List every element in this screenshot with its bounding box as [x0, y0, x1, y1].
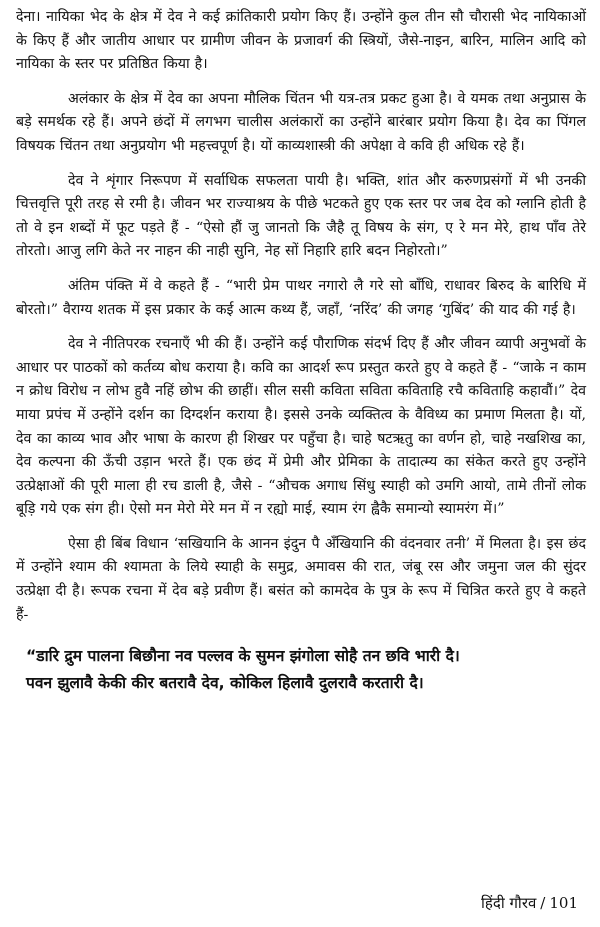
paragraph-4: अंतिम पंक्ति में वे कहते हैं - “भारी प्रेम पाथर नगारो लै गरे सो बाँधि, राधावर बिरुद के बारिधि में बोरतो।” वैराग्य शतक में इस प्रकार के कई आत्म कथ्य हैं, जहाँ, ‘नरिंद’ की जगह ‘गुबिंद’ की याद की गई है। — [16, 277, 586, 318]
footer-page-number: 101 — [549, 894, 578, 912]
paragraph-3: देव ने शृंगार निरूपण में सर्वाधिक सफलता पायी है। भक्ति, शांत और करुणप्रसंगों में भी उनकी चित्तवृत्ति पूरी तरह से रमी है। जीवन भर राज्याश्रय के पीछे भटकते हुए एक स्तर पर जब देव को ग्लानि होती है तो वे इन शब्दों में फूट पड़ते हैं - “ऐसो हौं जु जानतो कि जैहै तू विषय के संग, ए रे मन मेरे, हाथ पाँव तेरे तोरतो। आजु लगि केते नर नाहन की नाही सुनि, नेह सों निहारि हारि बदन निहोरतो।” — [16, 172, 586, 260]
verse-quote — [26, 643, 586, 697]
verse-line-1: “डारि द्रुम पालना बिछौना नव पल्लव के सुमन झंगोला सोहै तन छवि भारी दै। — [26, 647, 460, 666]
paragraph-1: देना। नायिका भेद के क्षेत्र में देव ने कई क्रांतिकारी प्रयोग किए हैं। उन्होंने कुल तीन सौ चौरासी भेद नायिकाओं के किए हैं और जातीय आधार पर ग्रामीण जीवन के प्रजावर्ग की स्त्रियों, जैसे-नाइन, बारिन, मालिन आदि को नायिका के स्तर पर प्रतिष्ठित किया है। — [16, 9, 586, 73]
paragraph-2: अलंकार के क्षेत्र में देव का अपना मौलिक चिंतन भी यत्र-तत्र प्रकट हुआ है। वे यमक तथा अनुप्रास के बड़े समर्थक रहे हैं। अपने छंदों में लगभग चालीस अलंकारों का उन्होंने बारंबार प्रयोग किया है। देव का पिंगल विषयक चिंतन तथा अनुप्रयोग भी महत्त्वपूर्ण है। यों काव्यशास्त्री की अपेक्षा वे कवि ही अधिक रहे हैं। — [16, 90, 586, 154]
paragraph-5: देव ने नीतिपरक रचनाएँ भी की हैं। उन्होंने कई पौराणिक संदर्भ दिए हैं और जीवन व्यापी अनुभवों के आधार पर पाठकों को कर्तव्य बोध कराया है। कवि का आदर्श रूप प्रस्तुत करते हुए वे कहते हैं - “जाके न काम न क्रोध विरोध न लोभ हुवै नहिं छोभ की छाहीं। सील ससी कविता सविता कविताहि रचै कविताहि कहावौं।” देव माया प्रपंच में उन्होंने दर्शन का दिग्दर्शन कराया है। इससे उनके व्यक्तित्व के वैविध्य का प्रमाण मिलता है। यों, देव का काव्य भाव और भाषा के कारण ही शिखर पर पहुँचा है। चाहे षटऋतु का वर्णन हो, चाहे नखशिख का, देव कल्पना की ऊँची उड़ान भरते हैं। एक छंद में प्रेमी और प्रेमिका के तादात्म्य का संकेत करते हुए उन्होंने उत्प्रेक्षाओं की पूरी माला ही रच डाली है, जैसे - “औचक अगाध सिंधु स्याही को उमगि आयो, तामे तीनों लोक बूड़ि गये एक संग ही। ऐसो मन मेरो मेरे मन में न रह्यो माई, स्याम रंग ह्वैकै समान्यो स्यामरंग में।” — [16, 336, 586, 518]
paragraph-6: ऐसा ही बिंब विधान ‘सखियानि के आनन इंदुन पै अँखियानि की वंदनवार तनी’ में मिलता है। इस छंद में उन्होंने श्याम की श्यामता के लिये स्याही के समुद्र, अमावस की रात, जंबू रस और जमुना जल की सुंदर उत्प्रेक्षा दी है। रूपक रचना में देव बड़े प्रवीण हैं। बसंत को कामदेव के पुत्र के रूप में चित्रित करते हुए वे कहते हैं- — [16, 535, 586, 623]
footer-separator: / — [540, 894, 546, 912]
footer-book-title: हिंदी गौरव — [481, 894, 537, 912]
verse-line-2: पवन झुलावै केकी कीर बतरावै देव, कोकिल हिलावै दुलरावै करतारी दै। — [26, 674, 424, 693]
page-footer — [481, 893, 578, 913]
